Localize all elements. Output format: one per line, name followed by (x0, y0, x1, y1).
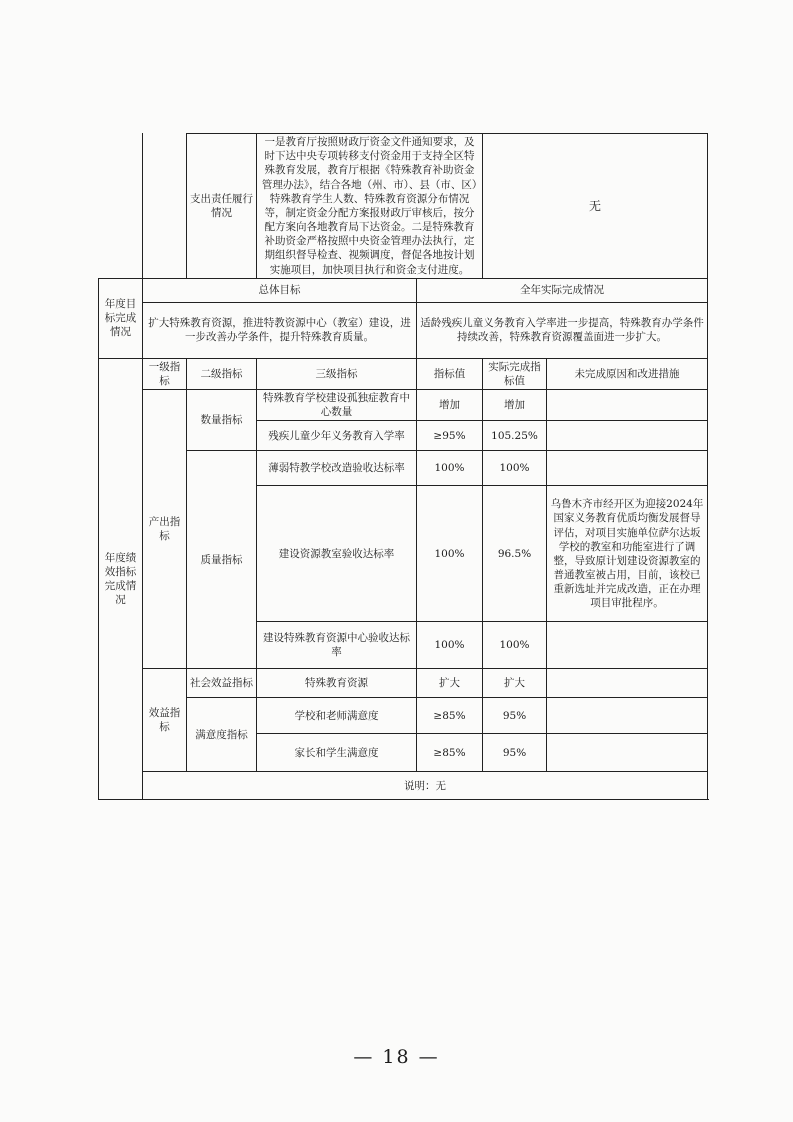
indicator-target: 扩大 (417, 669, 483, 698)
indicator-actual: 100% (483, 451, 547, 486)
indicator-reason (547, 622, 708, 669)
indicator-name: 残疾儿童少年义务教育入学率 (257, 421, 417, 451)
level3-header: 三级指标 (257, 358, 417, 389)
quality-indicator-label: 质量指标 (187, 451, 257, 669)
output-indicator-label: 产出指标 (143, 390, 187, 669)
indicator-name: 学校和老师满意度 (257, 698, 417, 734)
indicator-actual: 95% (483, 734, 547, 772)
indicator-target: ≥85% (417, 734, 483, 772)
indicator-target: 100% (417, 486, 483, 622)
indicator-target: 100% (417, 451, 483, 486)
benefit-indicator-label: 效益指标 (143, 669, 187, 772)
indicator-actual: 增加 (483, 390, 547, 421)
table-row (99, 669, 708, 698)
actual-completion-header: 全年实际完成情况 (417, 278, 708, 302)
indicator-reason (547, 421, 708, 451)
performance-table (98, 133, 708, 800)
responsibility-row (99, 134, 708, 279)
indicator-reason: 乌鲁木齐市经开区为迎接2024年国家义务教育优质均衡发展督导评估，对项目实施单位萨尔达坂学校的教室和功能室进行了调整，导致原计划建设资源教室的普通教室被占用，目前，该校已重新选址并完成改造，正在办理项目审批程序。 (547, 486, 708, 622)
social-indicator-label: 社会效益指标 (187, 669, 257, 698)
responsibility-description: 一是教育厅按照财政厅资金文件通知要求，及时下达中央专项转移支付资金用于支持全区特殊教育发展，教育厅根据《特殊教育补助资金管理办法》，结合各地（州、市）、县（市、区）特殊教育学生人数、特殊教育资源分布情况等，制定资金分配方案报财政厅审核后，按分配方案向各地教育局下达资金。二是特殊教育补助资金严格按照中央资金管理办法执行，定期组织督导检查、视频调度，督促各地按计划实施项目，加快项目执行和资金支付进度。 (257, 134, 483, 279)
indicator-reason (547, 390, 708, 421)
indicator-name: 建设资源教室验收达标率 (257, 486, 417, 622)
indicator-actual: 100% (483, 622, 547, 669)
indicator-actual: 96.5% (483, 486, 547, 622)
performance-label: 年度绩效指标完成情况 (99, 358, 143, 800)
indicator-target: 增加 (417, 390, 483, 421)
indicator-name: 特殊教育学校建设孤独症教育中心数量 (257, 390, 417, 421)
quantity-indicator-label: 数量指标 (187, 390, 257, 451)
indicator-reason (547, 669, 708, 698)
overall-goal-header: 总体目标 (143, 278, 417, 302)
actual-header: 实际完成指标值 (483, 358, 547, 389)
table-row (99, 451, 708, 486)
goal-content-row (99, 302, 708, 358)
note-row (99, 772, 708, 800)
indicator-reason (547, 698, 708, 734)
indicator-actual: 105.25% (483, 421, 547, 451)
indicator-actual: 95% (483, 698, 547, 734)
indicator-target: ≥85% (417, 698, 483, 734)
indicator-name: 家长和学生满意度 (257, 734, 417, 772)
indicator-header-row (99, 358, 708, 389)
level2-header: 二级指标 (187, 358, 257, 389)
indicator-target: 100% (417, 622, 483, 669)
page-number: — 18 — (353, 1046, 440, 1068)
reason-header: 未完成原因和改进措施 (547, 358, 708, 389)
indicator-reason (547, 734, 708, 772)
level1-header: 一级指标 (143, 358, 187, 389)
target-header: 指标值 (417, 358, 483, 389)
responsibility-remark: 无 (483, 134, 708, 279)
table-row (99, 698, 708, 734)
indicator-reason (547, 451, 708, 486)
actual-completion-text: 适龄残疾儿童义务教育入学率进一步提高，特殊教育办学条件持续改善，特殊教育资源覆盖面进一步扩大。 (417, 302, 708, 358)
indicator-target: ≥95% (417, 421, 483, 451)
note-text: 说明：无 (143, 772, 708, 800)
indicator-actual: 扩大 (483, 669, 547, 698)
indicator-name: 建设特殊教育资源中心验收达标率 (257, 622, 417, 669)
annual-goal-label: 年度目标完成情况 (99, 278, 143, 358)
indicator-name: 特殊教育资源 (257, 669, 417, 698)
satisfaction-indicator-label: 满意度指标 (187, 698, 257, 772)
indicator-name: 薄弱特教学校改造验收达标率 (257, 451, 417, 486)
responsibility-label: 支出责任履行情况 (187, 134, 257, 279)
overall-goal-text: 扩大特殊教育资源，推进特教资源中心（教室）建设，进一步改善办学条件，提升特殊教育质量。 (143, 302, 417, 358)
table-row (99, 390, 708, 421)
goal-header-row (99, 278, 708, 302)
